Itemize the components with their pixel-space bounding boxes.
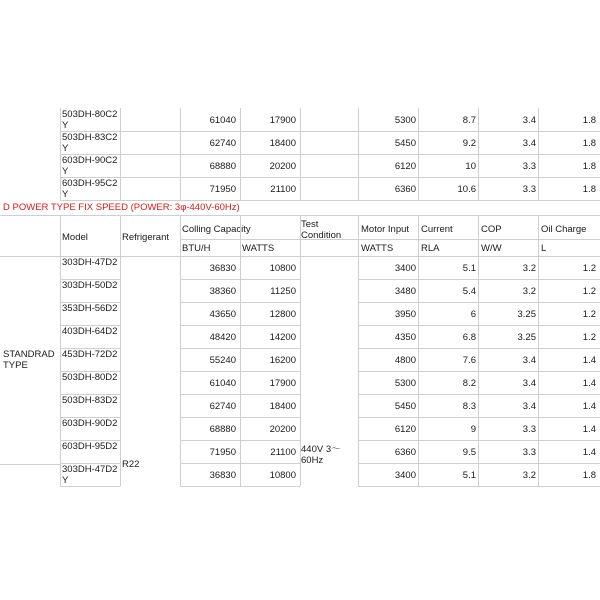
oil-cell: 1.2: [582, 286, 596, 297]
header-motor-input: Motor Input: [361, 224, 410, 235]
rla-cell: 8.7: [462, 115, 476, 126]
oil-cell: 1.4: [582, 424, 596, 435]
rla-cell: 5.4: [462, 286, 476, 297]
column-rule: [418, 256, 419, 486]
model-cell: 603DH-95D2: [62, 441, 118, 452]
model-cell: 503DH-80C2Y: [62, 109, 118, 131]
header-oil-charge: Oil Charge: [541, 224, 587, 235]
cop-cell: 3.3: [522, 184, 536, 195]
model-cell: 603DH-90D2: [62, 418, 118, 429]
refrigerant-value: R22: [122, 459, 140, 470]
oil-cell: 1.8: [582, 184, 596, 195]
header-cop: COP: [481, 224, 502, 235]
motor-cell: 5450: [394, 401, 416, 412]
model-cell: 503DH-80D2: [62, 372, 118, 383]
oil-cell: 1.2: [582, 263, 596, 274]
row-rule: [358, 279, 600, 280]
oil-cell: 1.2: [582, 309, 596, 320]
rla-cell: 9: [470, 424, 476, 435]
btu-cell: 36830: [209, 470, 236, 481]
watts-cell: 12800: [269, 309, 296, 320]
watts-cell: 17900: [269, 115, 296, 126]
cop-cell: 3.4: [522, 401, 536, 412]
watts-cell: 10800: [269, 263, 296, 274]
motor-cell: 5300: [394, 115, 416, 126]
row-rule: [358, 302, 600, 303]
header-current: Current: [421, 224, 453, 235]
oil-cell: 1.2: [582, 332, 596, 343]
row-rule: [60, 440, 120, 441]
model-cell: 503DH-83C2Y: [62, 132, 118, 154]
oil-cell: 1.8: [582, 470, 596, 481]
cop-cell: 3.25: [517, 309, 536, 320]
motor-cell: 4350: [394, 332, 416, 343]
motor-cell: 5450: [394, 138, 416, 149]
row-rule: [358, 325, 600, 326]
row-rule: [60, 279, 120, 280]
column-rule: [478, 108, 479, 200]
model-cell: 303DH-47D2Y: [62, 464, 118, 486]
column-rule: [180, 108, 181, 200]
row-rule: [60, 486, 120, 487]
column-rule: [240, 215, 241, 256]
cop-cell: 3.2: [522, 470, 536, 481]
row-rule: [60, 417, 120, 418]
oil-cell: 1.4: [582, 378, 596, 389]
column-rule: [60, 215, 61, 256]
btu-cell: 71950: [209, 184, 236, 195]
watts-cell: 21100: [270, 447, 296, 458]
header-test-condition: Test Condition: [301, 219, 342, 241]
watts-cell: 10800: [269, 470, 296, 481]
watts-cell: 21100: [270, 184, 296, 195]
unit-current: RLA: [421, 243, 440, 254]
oil-cell: 1.4: [582, 447, 596, 458]
column-rule: [538, 215, 539, 256]
oil-cell: 1.4: [582, 355, 596, 366]
section-banner: [0, 200, 600, 215]
header-model: Model: [62, 232, 88, 243]
watts-cell: 18400: [269, 138, 296, 149]
btu-cell: 62740: [209, 401, 236, 412]
row-rule: [358, 440, 600, 441]
row-rule: [358, 417, 600, 418]
model-cell: 403DH-64D2: [62, 326, 118, 337]
motor-cell: 3480: [394, 286, 416, 297]
column-rule: [240, 256, 241, 486]
row-rule: [60, 325, 120, 326]
column-rule: [538, 108, 539, 200]
cop-cell: 3.3: [522, 447, 536, 458]
row-rule: [358, 463, 600, 464]
btu-cell: 38360: [209, 286, 236, 297]
rla-cell: 8.3: [462, 401, 476, 412]
header-refrigerant: Refrigerant: [122, 232, 169, 243]
rla-cell: 7.6: [462, 355, 476, 366]
model-cell: 603DH-95C2Y: [62, 178, 118, 200]
btu-cell: 43650: [209, 309, 236, 320]
cop-cell: 3.4: [522, 115, 536, 126]
column-rule: [60, 108, 61, 200]
column-rule: [240, 108, 241, 200]
unit-btu: BTU/H: [182, 243, 211, 254]
btu-cell: 62740: [209, 138, 236, 149]
btu-cell: 61040: [209, 378, 236, 389]
unit-watts: WATTS: [242, 243, 275, 254]
row-rule: [180, 486, 300, 487]
column-rule: [478, 215, 479, 256]
watts-cell: 14200: [269, 332, 296, 343]
unit-cop: W/W: [481, 243, 502, 254]
column-rule: [180, 215, 181, 256]
row-rule: [60, 302, 120, 303]
column-rule: [478, 256, 479, 486]
motor-cell: 6120: [394, 161, 416, 172]
rla-cell: 10: [465, 161, 476, 172]
motor-cell: 3950: [394, 309, 416, 320]
section-title: D POWER TYPE FIX SPEED (POWER: 3φ-440V-60Hz): [3, 202, 240, 213]
row-rule: [60, 177, 600, 178]
rla-cell: 6: [470, 309, 476, 320]
watts-cell: 20200: [269, 424, 296, 435]
motor-cell: 4800: [394, 355, 416, 366]
motor-cell: 6120: [394, 424, 416, 435]
row-rule: [60, 131, 600, 132]
btu-cell: 55240: [209, 355, 236, 366]
test-condition-value: 440V 3～60Hz: [301, 444, 341, 466]
column-rule: [120, 215, 121, 256]
motor-cell: 3400: [394, 263, 416, 274]
rla-cell: 9.5: [462, 447, 476, 458]
column-rule: [300, 215, 301, 256]
oil-cell: 1.8: [582, 138, 596, 149]
motor-cell: 6360: [394, 447, 416, 458]
unit-motor: WATTS: [361, 243, 394, 254]
row-rule: [60, 394, 120, 395]
cop-cell: 3.3: [522, 161, 536, 172]
row-rule: [0, 464, 60, 465]
header-capacity: Colling Capacity: [182, 224, 251, 235]
column-rule: [120, 256, 121, 486]
cop-cell: 3.3: [522, 424, 536, 435]
model-cell: 353DH-56D2: [62, 303, 118, 314]
rla-cell: 5.1: [462, 470, 476, 481]
btu-cell: 68880: [209, 161, 236, 172]
btu-cell: 61040: [209, 115, 236, 126]
rla-cell: 6.8: [462, 332, 476, 343]
model-cell: 303DH-47D2: [62, 257, 118, 268]
row-rule: [60, 200, 600, 201]
rla-cell: 9.2: [462, 138, 476, 149]
column-rule: [60, 256, 61, 486]
btu-cell: 71950: [209, 447, 236, 458]
watts-cell: 18400: [269, 401, 296, 412]
row-rule: [60, 154, 600, 155]
oil-cell: 1.8: [582, 161, 596, 172]
model-cell: 503DH-83D2: [62, 395, 118, 406]
model-cell: 453DH-72D2: [62, 349, 118, 360]
column-rule: [300, 108, 301, 200]
column-rule: [300, 256, 301, 486]
row-rule: [358, 348, 600, 349]
oil-cell: 1.4: [582, 401, 596, 412]
cop-cell: 3.25: [517, 332, 536, 343]
row-rule: [358, 394, 600, 395]
watts-cell: 20200: [269, 161, 296, 172]
row-rule: [60, 371, 120, 372]
rla-cell: 5.1: [462, 263, 476, 274]
row-rule: [358, 486, 600, 487]
row-rule: [358, 371, 600, 372]
column-rule: [418, 215, 419, 256]
column-rule: [358, 256, 359, 486]
row-rule: [180, 239, 600, 240]
cop-cell: 3.2: [522, 286, 536, 297]
btu-cell: 48420: [209, 332, 236, 343]
motor-cell: 5300: [394, 378, 416, 389]
btu-cell: 68880: [209, 424, 236, 435]
column-rule: [358, 215, 359, 256]
model-cell: 603DH-90C2Y: [62, 155, 118, 177]
watts-cell: 16200: [269, 355, 296, 366]
column-rule: [180, 256, 181, 486]
column-rule: [358, 108, 359, 200]
cop-cell: 3.2: [522, 263, 536, 274]
column-rule: [538, 256, 539, 486]
oil-cell: 1.8: [582, 115, 596, 126]
rla-cell: 10.6: [457, 184, 476, 195]
btu-cell: 36830: [209, 263, 236, 274]
watts-cell: 17900: [269, 378, 296, 389]
motor-cell: 3400: [394, 470, 416, 481]
row-rule: [60, 348, 120, 349]
unit-oil: L: [541, 243, 547, 254]
rla-cell: 8.2: [462, 378, 476, 389]
column-rule: [418, 108, 419, 200]
motor-cell: 6360: [394, 184, 416, 195]
watts-cell: 11250: [270, 286, 296, 297]
model-cell: 303DH-50D2: [62, 280, 118, 291]
cop-cell: 3.4: [522, 355, 536, 366]
cop-cell: 3.4: [522, 138, 536, 149]
row-rule: [60, 463, 120, 464]
type-label: STANDRAD TYPE: [3, 349, 55, 371]
column-rule: [120, 108, 121, 200]
cop-cell: 3.4: [522, 378, 536, 389]
